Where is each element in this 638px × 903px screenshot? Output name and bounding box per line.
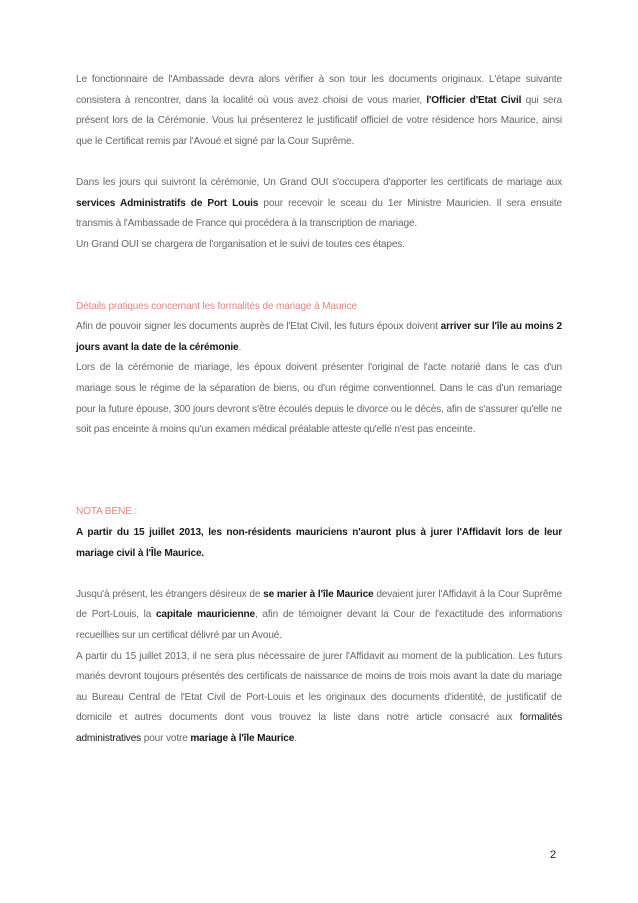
paragraph-ambassade: Le fonctionnaire de l'Ambassade devra alors vérifier à son tour les documents originaux. L'étape suivante consistera à rencontrer, dans la localité où vous avez choisi de vous marier, l'Officier d'Etat Civil qui sera présent lors de la Cérémonie. Vous lui présenterez le justificatif officiel de votre résidence hors Maurice, ainsi que le Certificat remis par l'Avoué et signé par la Cour Suprême. (76, 74, 562, 147)
page-number: 2 (550, 849, 557, 861)
bold-se-marier: se marier à l'île Maurice (263, 588, 374, 600)
paragraph-formalites: Afin de pouvoir signer les documents auprès de l'Etat Civil, les futurs époux doivent arriver sur l'île au moins 2 jours avant la date de la cérémonie. Lors de la cérémonie de mariage, les époux doivent présenter l'original de l'acte notarié dans le cas d'un mariage sous le régime de la séparation de biens, ou d'un régime conventionnel. Dans le cas d'un remariage pour la future épouse, 300 jours devront s'être écoulés depuis le divorce ou le décès, afin de s'assurer qu'elle ne soit pas enceinte à moins qu'un examen médical préalable atteste qu'elle n'est pas enceinte. (76, 321, 562, 436)
nota-bene-lead: A partir du 15 juillet 2013, les non-résidents mauriciens n'auront plus à jurer l'Affidavit lors de leur mariage civil à l'Île Maurice. (76, 527, 562, 559)
bold-arriver-sur-ile: arriver sur l'île au moins 2 jours avant la date de la cérémonie (76, 321, 562, 353)
link-mariage-ile-maurice[interactable]: mariage à l'île Maurice (190, 733, 295, 744)
paragraph-ceremonie: Dans les jours qui suivront la cérémonie, Un Grand OUI s'occupera d'apporter les certificats de mariage aux services Administratifs de Port Louis pour recevoir le sceau du 1er Ministre Mauricien. Il sera ensuite transmis à l'Ambassade de France qui procédera à la transcription de mariage. Un Grand OUI se chargera de l'organisation et le suivi de toutes ces étapes. (76, 176, 562, 250)
bold-capitale: capitale mauricienne (155, 609, 255, 621)
link-formalites[interactable]: formalités administratives (76, 712, 562, 744)
paragraph-affidavit: Jusqu'à présent, les étrangers désireux de se marier à l'île Maurice devaient jurer l'Affidavit à la Cour Suprême de Port-Louis, la capitale mauricienne, afin de témoigner devant la Cour de l'exactitude des informations recueillies sur un certificat délivré par un Avoué. A partir du 15 juillet 2013, il ne sera plus nécessaire de jurer l'Affidavit au moment de la publication. Les futurs mariés devront toujours présentés des certificats de naissance de moins de trois mois avant la date du mariage au Bureau Central de l'Etat Civil de Port-Louis et les originaux des documents d'identité, de justificatif de domicile et autres documents dont vous trouvez la liste dans notre article consacré aux formalités administratives pour votre mariage à l'île Maurice. (76, 588, 563, 744)
document-page (76, 70, 562, 750)
bold-officier-etat-civil: l'Officier d'Etat Civil (426, 94, 522, 106)
section-heading-nota-bene: NOTA BENE : (76, 506, 137, 518)
bold-services-administratifs: services Administratifs de Port Louis (76, 197, 259, 209)
section-heading-details: Détails pratiques concernant les formalités de mariage à Maurice (76, 300, 358, 312)
